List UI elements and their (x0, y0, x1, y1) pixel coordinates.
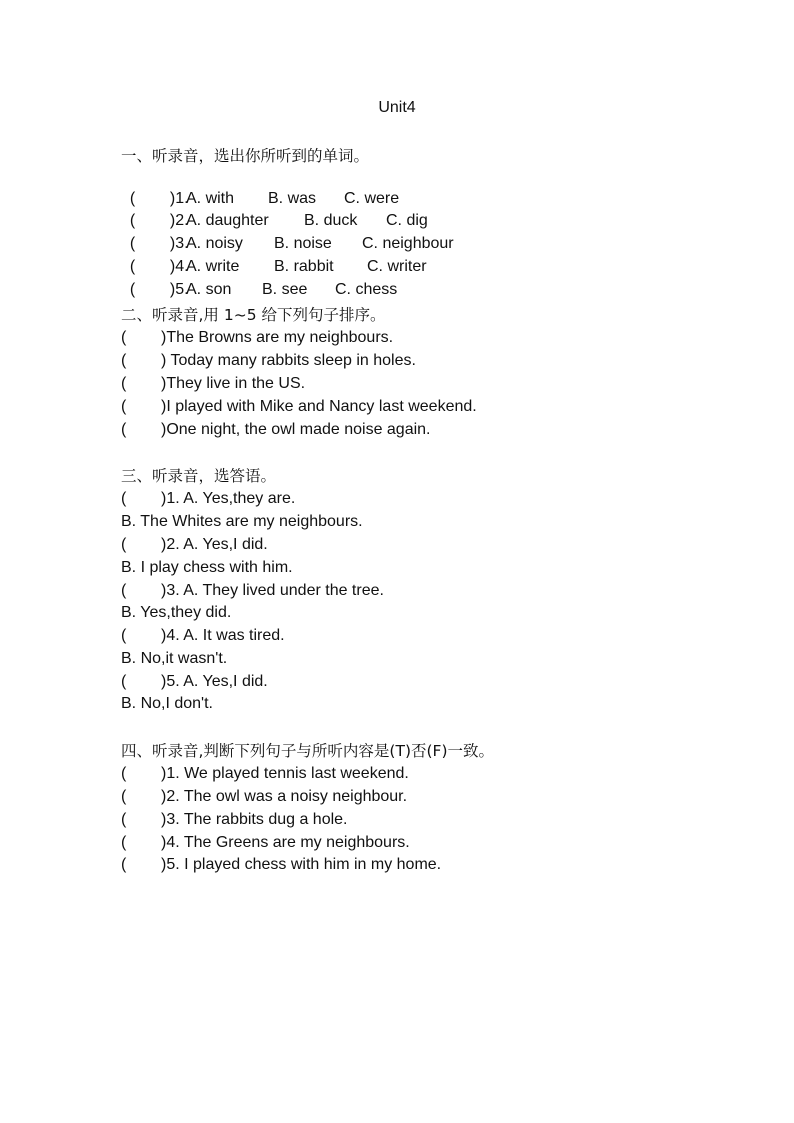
s3-item-1-option-b: B. The Whites are my neighbours. (121, 513, 363, 530)
option-a: A. with (186, 190, 235, 207)
paren-open: ( (129, 281, 136, 298)
option-a: A. son (186, 281, 232, 298)
paren-open: ( (121, 398, 127, 415)
paren-open: ( (121, 536, 127, 553)
s4-item-5 (121, 855, 441, 875)
item-number: )2. (169, 212, 189, 229)
option-b: B. see (262, 281, 308, 298)
paren-open: ( (129, 235, 136, 252)
item-number: )3. (169, 235, 189, 252)
paren-open: ( (121, 582, 127, 599)
item-number: )1. (169, 190, 189, 207)
section-2-heading: 二、听录音,用 1~5 给下列句子排序。 (121, 306, 386, 324)
s3-item-3-option-b: B. Yes,they did. (121, 604, 232, 621)
s3-item-5-question (121, 672, 268, 692)
option-a: )1. A. Yes,they are. (161, 490, 296, 507)
paren-open: ( (121, 329, 127, 346)
paren-open: ( (129, 258, 136, 275)
sentence: )One night, the owl made noise again. (161, 421, 431, 438)
item-number: )5. (169, 281, 189, 298)
option-a: )5. A. Yes,I did. (161, 673, 268, 690)
option-c: C. neighbour (362, 235, 454, 252)
s4-item-2 (121, 787, 407, 807)
option-c: C. writer (367, 258, 427, 275)
paren-open: ( (121, 788, 127, 805)
s2-item-4 (121, 397, 477, 417)
paren-open: ( (121, 375, 127, 392)
s3-item-2-question (121, 535, 268, 555)
s2-item-3 (121, 374, 305, 394)
statement: )4. The Greens are my neighbours. (161, 834, 410, 851)
sentence: )I played with Mike and Nancy last weekend. (161, 398, 477, 415)
s3-item-4-option-b: B. No,it wasn't. (121, 650, 228, 667)
option-c: C. were (344, 190, 400, 207)
option-c: C. chess (335, 281, 398, 298)
s3-item-5-option-b: B. No,I don't. (121, 695, 213, 712)
page-title: Unit4 (378, 99, 416, 116)
s2-item-2 (121, 351, 416, 371)
s2-item-5 (121, 420, 431, 440)
paren-open: ( (121, 490, 127, 507)
paren-open: ( (121, 834, 127, 851)
option-a: )2. A. Yes,I did. (161, 536, 268, 553)
option-b: B. rabbit (274, 258, 334, 275)
sentence: )They live in the US. (161, 375, 306, 392)
section-1-heading: 一、听录音，选出你所听到的单词。 (121, 147, 370, 165)
option-a: A. write (186, 258, 240, 275)
option-b: B. noise (274, 235, 332, 252)
s3-item-1-question (121, 489, 295, 509)
option-a: A. daughter (186, 212, 269, 229)
statement: )3. The rabbits dug a hole. (161, 811, 348, 828)
statement: )1. We played tennis last weekend. (161, 765, 409, 782)
option-b: B. was (268, 190, 317, 207)
section-3-heading: 三、听录音，选答语。 (121, 467, 277, 485)
option-a: A. noisy (186, 235, 243, 252)
paren-open: ( (121, 811, 127, 828)
paren-open: ( (121, 765, 127, 782)
option-a: )4. A. It was tired. (161, 627, 285, 644)
s4-item-1 (121, 764, 409, 784)
sentence: ) Today many rabbits sleep in holes. (161, 352, 416, 369)
paren-open: ( (121, 673, 127, 690)
s3-item-2-option-b: B. I play chess with him. (121, 559, 293, 576)
paren-open: ( (121, 421, 127, 438)
sentence: )The Browns are my neighbours. (161, 329, 394, 346)
s4-item-3 (121, 810, 348, 830)
paren-open: ( (129, 212, 136, 229)
paren-open: ( (121, 352, 127, 369)
item-number: )4. (169, 258, 189, 275)
option-a: )3. A. They lived under the tree. (161, 582, 384, 599)
paren-open: ( (121, 856, 127, 873)
section-4-heading: 四、听录音,判断下列句子与所听内容是(T)否(F)一致。 (121, 742, 495, 760)
s3-item-3-question (121, 581, 384, 601)
option-c: C. dig (386, 212, 428, 229)
statement: )5. I played chess with him in my home. (161, 856, 442, 873)
s4-item-4 (121, 833, 410, 853)
s2-item-1 (121, 328, 393, 348)
paren-open: ( (121, 627, 127, 644)
option-b: B. duck (304, 212, 358, 229)
statement: )2. The owl was a noisy neighbour. (161, 788, 408, 805)
paren-open: ( (129, 190, 136, 207)
s3-item-4-question (121, 626, 285, 646)
